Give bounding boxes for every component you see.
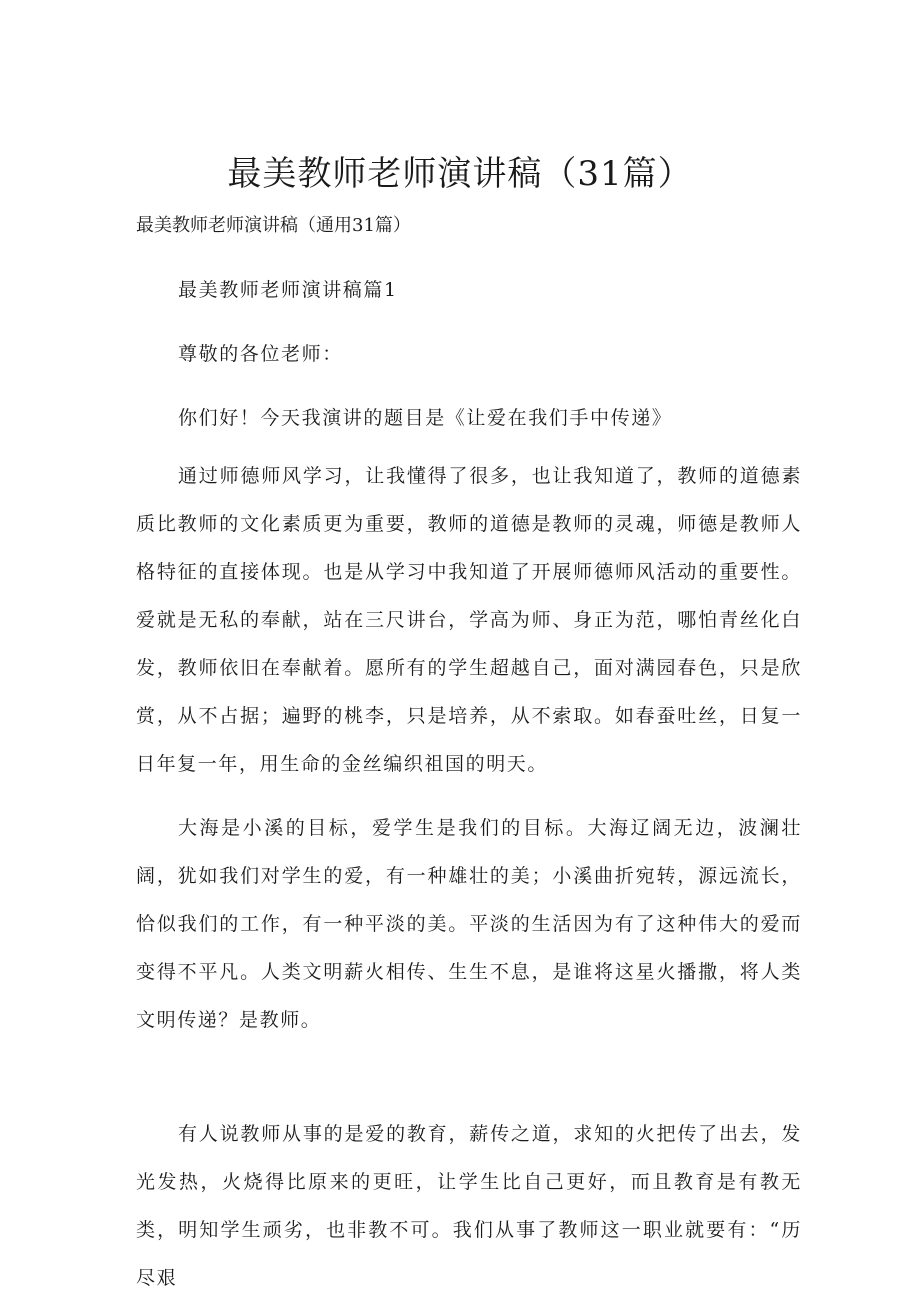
body-paragraph: 大海是小溪的目标，爱学生是我们的目标。大海辽阔无边，波澜壮阔，犹如我们对学生的爱，有一种雄壮的美；小溪曲折宛转，源远流长，恰似我们的工作，有一种平淡的美。平淡的生活因为有了这种伟大的爱而变得不平凡。人类文明薪火相传、生生不息，是谁将这星火播撒，将人类文明传递？是教师。 xyxy=(136,817,802,1031)
section-heading: 最美教师老师演讲稿篇1 xyxy=(178,279,398,301)
intro-paragraph: 你们好！今天我演讲的题目是《让爱在我们手中传递》 xyxy=(178,407,673,429)
document-subtitle: 最美教师老师演讲稿（通用31篇） xyxy=(136,215,411,236)
body-paragraph: 有人说教师从事的是爱的教育，薪传之道，求知的火把传了出去，发光发热，火烧得比原来的更旺，让学生比自己更好，而且教育是有教无类，明知学生顽劣，也非教不可。我们从事了教师这一职业就要有：“历尽艰 xyxy=(136,1123,802,1289)
document-title: 最美教师老师演讲稿（31篇） xyxy=(227,154,693,194)
greeting-paragraph: 尊敬的各位老师： xyxy=(178,343,343,365)
body-paragraph: 通过师德师风学习，让我懂得了很多，也让我知道了，教师的道德素质比教师的文化素质更为重要，教师的道德是教师的灵魂，师德是教师人格特征的直接体现。也是从学习中我知道了开展师德师风活动的重要性。爱就是无私的奉献，站在三尺讲台，学高为师、身正为范，哪怕青丝化白发，教师依旧在奉献着。愿所有的学生超越自己，面对满园春色，只是欣赏，从不占据；遍野的桃李，只是培养，从不索取。如春蚕吐丝，日复一日年复一年，用生命的金丝编织祖国的明天。 xyxy=(136,465,802,775)
